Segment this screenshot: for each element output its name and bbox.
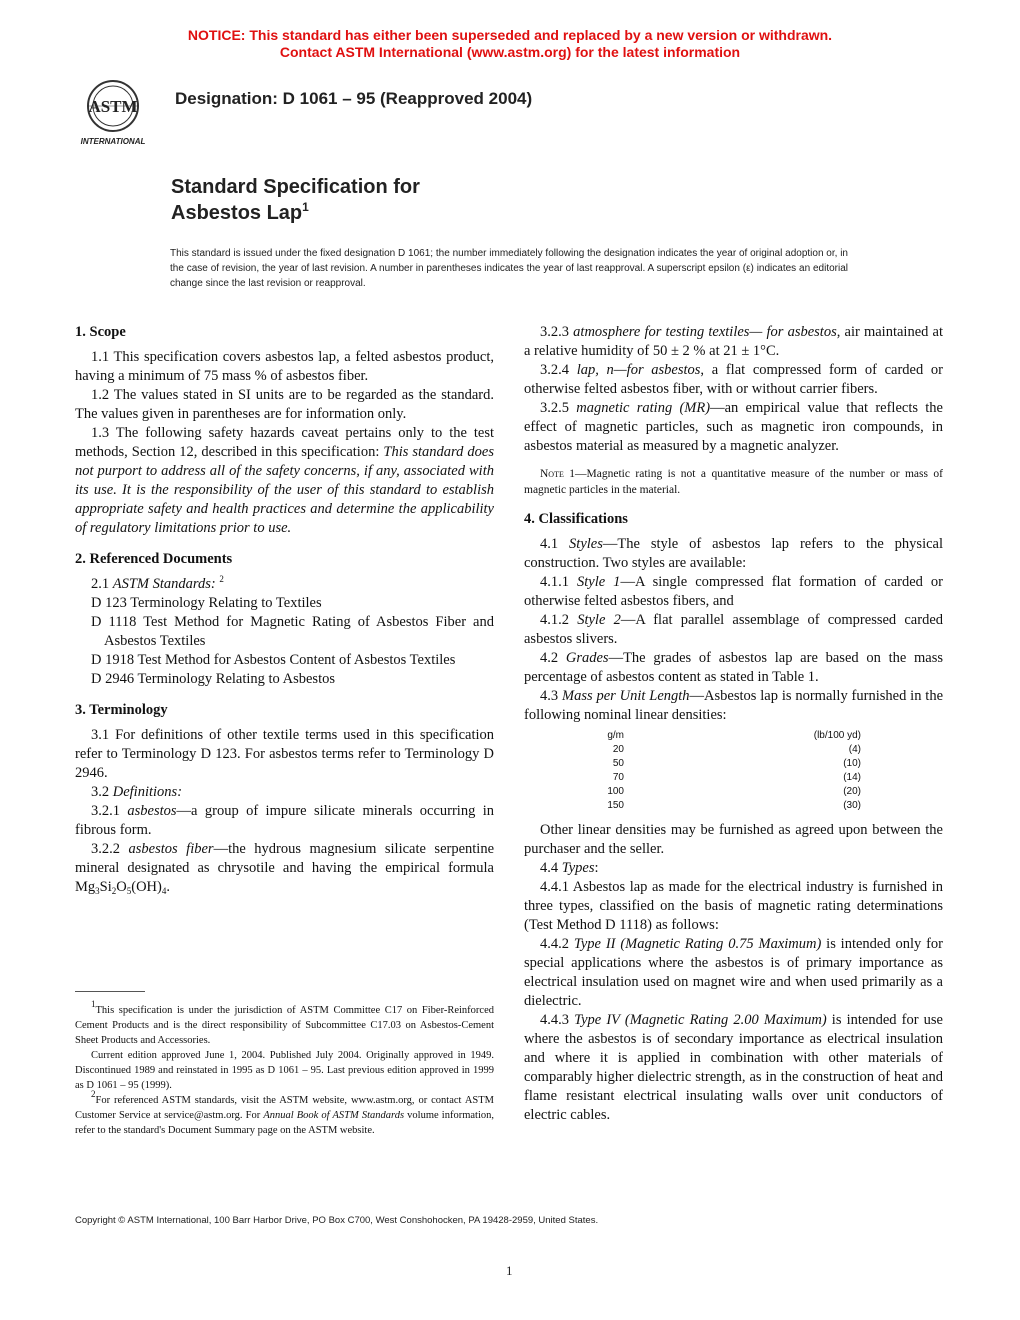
notice-banner	[0, 27, 1020, 61]
issuance-statement: This standard is issued under the fixed designation D 1061; the number immediately following the designation indicates the year of original adoption or, in the case of revision, the year of last revision. A number in parentheses indicates the year of last reapproval. A superscript epsilon (ε) indicates an editorial change since the last revision or reapproval.	[170, 248, 848, 289]
designation: Designation: D 1061 – 95 (Reapproved 2004)	[175, 89, 533, 108]
footnote-2-mark: 2	[91, 1089, 96, 1099]
term-asbestos-fiber: asbestos fiber	[128, 841, 214, 857]
para-4-2-text: —The grades of asbestos lap are based on the mass percentage of asbestos content as stated in Table 1.	[524, 650, 944, 685]
formula-part: (OH)	[131, 879, 162, 895]
logo-text: ASTM	[88, 97, 138, 116]
logo-subtext: INTERNATIONAL	[80, 137, 146, 146]
notice-line-2: Contact ASTM International (www.astm.org) for the latest information	[279, 44, 741, 60]
definition-lap: , a flat compressed form of carded or otherwise felted asbestos fiber, with or without carrier fibers.	[524, 362, 944, 397]
term-style-1: Style 1	[577, 574, 621, 590]
term-type-ii: Type II (Magnetic Rating 0.75 Maximum)	[573, 936, 822, 952]
title-footnote-mark: 1	[302, 200, 309, 214]
para-2-1	[75, 575, 494, 594]
para-4-4-3	[524, 1011, 943, 1125]
table-header-row	[524, 729, 943, 743]
para-1-2: 1.2 The values stated in SI units are to be regarded as the standard. The values given in parentheses are for information only.	[75, 387, 494, 422]
table-cell-lb: (14)	[843, 772, 861, 783]
ref-d2946: D 2946 Terminology Relating to Asbestos	[91, 671, 336, 687]
para-3-2-3-num: 3.2.3	[540, 324, 574, 340]
table-row	[524, 799, 943, 813]
page-number: 1	[506, 1263, 513, 1278]
notice-line-1: NOTICE: This standard has either been superseded and replaced by a new version or withdrawn.	[187, 27, 833, 43]
ref-d123: D 123 Terminology Relating to Textiles	[91, 595, 322, 611]
footnotes	[75, 999, 494, 1138]
definition-magnetic-rating: —an empirical value that reflects the effect of magnetic particles, such as magnetic iron compounds, in asbestos material as measured by a magnetic analyzer.	[524, 400, 943, 454]
para-4-1-1-text: —A single compressed flat formation of carded or otherwise felted asbestos fibers, and	[524, 574, 943, 609]
table-cell-gm: 150	[607, 800, 624, 811]
formula-sub: 3	[95, 886, 100, 896]
formula-sub: 2	[111, 886, 117, 896]
title-line-2: Asbestos Lap	[171, 202, 303, 224]
para-4-4-2	[524, 935, 943, 1011]
para-3-2-3	[524, 323, 943, 361]
term-types: Types	[561, 860, 595, 876]
para-3-2-num: 3.2	[91, 784, 113, 800]
term-type-iv: Type IV (Magnetic Rating 2.00 Maximum)	[574, 1012, 827, 1028]
term-mass-per-unit-length: Mass per Unit Length	[561, 688, 690, 704]
table-cell-gm: 20	[612, 744, 624, 755]
term-atmosphere: atmosphere for testing textiles— for asbestos	[573, 324, 837, 340]
ref-d1918: D 1918 Test Method for Asbestos Content of Asbestos Textiles	[91, 652, 456, 668]
para-4-3	[524, 687, 943, 725]
para-1-3	[75, 424, 494, 538]
ref-d1118: D 1118 Test Method for Magnetic Rating of Asbestos Fiber and Asbestos Textiles	[91, 614, 494, 649]
formula-sub: 4	[161, 886, 167, 896]
title-line-1: Standard Specification for	[171, 176, 420, 198]
footnote-divider	[75, 991, 145, 992]
para-4-2	[524, 649, 943, 687]
term-grades: Grades	[565, 650, 609, 666]
footnote-2	[75, 1089, 494, 1138]
term-magnetic-rating: magnetic rating (MR)	[576, 400, 711, 416]
footnote-2-text-end: volume information, refer to the standard's Document Summary page on the ASTM website.	[75, 1110, 494, 1136]
para-4-4-3-text: is intended for use where the asbestos is of secondary importance as electrical insulation and where it is applied in combination with other materials of comparably higher dielectric strength, as in the construction of heat and flame resistant electrical insulating walls over unit conductors of electric cables.	[524, 1012, 943, 1123]
definition-asbestos-fiber: —the hydrous magnesium silicate serpentine mineral designated as chrysotile and having the empirical formula Mg	[75, 841, 495, 895]
astm-logo	[64, 72, 162, 150]
para-4-2-num: 4.2	[540, 650, 566, 666]
section-heading-scope: 1. Scope	[75, 324, 126, 340]
para-4-4-text: :	[594, 860, 599, 876]
para-4-4-num: 4.4	[540, 860, 562, 876]
table-cell-lb: (4)	[848, 744, 861, 755]
table-header-gm: g/m	[607, 730, 624, 741]
para-4-4	[524, 859, 943, 878]
footnote-1-mark: 1	[91, 999, 96, 1009]
definition-asbestos: —a group of impure silicate minerals occurring in fibrous form.	[75, 803, 494, 838]
para-4-1-2	[524, 611, 943, 649]
para-1-3-text: 1.3 The following safety hazards caveat pertains only to the test methods, Section 12, described in this specification:	[75, 425, 494, 460]
note-1-text: —Magnetic rating is not a quantitative measure of the number or mass of magnetic particles in the material.	[524, 468, 943, 496]
formula-part: O	[116, 879, 127, 895]
table-row	[524, 771, 943, 785]
footnote-1	[75, 999, 494, 1048]
right-column	[524, 323, 943, 1125]
para-3-2-1	[75, 802, 494, 840]
definition-atmosphere: , air maintained at a relative humidity of 50 ± 2 % at 21 ± 1°C.	[524, 324, 944, 359]
table-cell-gm: 50	[612, 758, 624, 769]
para-4-4-3-num: 4.4.3	[540, 1012, 575, 1028]
section-heading-classifications: 4. Classifications	[524, 511, 628, 527]
para-3-2	[75, 783, 494, 802]
para-4-1-2-num: 4.1.2	[540, 612, 578, 628]
para-3-1: 3.1 For definitions of other textile terms used in this specification refer to Terminology D 123. For asbestos terms refer to Terminology D 2946.	[75, 727, 494, 781]
footnote-2-book: Annual Book of ASTM Standards	[263, 1110, 405, 1121]
para-3-2-4-num: 3.2.4	[540, 362, 577, 378]
para-1-3-caveat: This standard does not purport to address all of the safety concerns, if any, associated with its use. It is the responsibility of the user of this standard to establish appropriate safety and health practices and determine the applicability of regulatory limitations prior to use.	[75, 444, 494, 536]
para-2-1-num: 2.1	[91, 576, 113, 592]
table-header-lb: (lb/100 yd)	[813, 730, 861, 741]
note-1-label: Note 1	[540, 468, 576, 480]
term-asbestos: asbestos	[127, 803, 177, 819]
table-cell-lb: (10)	[843, 758, 861, 769]
para-other-densities: Other linear densities may be furnished as agreed upon between the purchaser and the seller.	[524, 822, 943, 857]
table-row	[524, 785, 943, 799]
para-3-2-2-num: 3.2.2	[91, 841, 129, 857]
para-4-4-2-num: 4.4.2	[540, 936, 574, 952]
left-column	[75, 323, 494, 897]
para-4-1-2-text: —A flat parallel assemblage of compressed carded asbestos slivers.	[524, 612, 944, 647]
term-styles: Styles	[569, 536, 603, 552]
para-2-1-title: ASTM Standards:	[112, 576, 216, 592]
footnote-ref-2: 2	[219, 574, 224, 584]
para-4-1-1	[524, 573, 943, 611]
section-heading-referenced-documents: 2. Referenced Documents	[75, 551, 233, 567]
para-3-2-4	[524, 361, 943, 399]
copyright-line: Copyright © ASTM International, 100 Barr Harbor Drive, PO Box C700, West Conshohocken, PA 19428-2959, United States.	[75, 1215, 599, 1226]
para-1-1: 1.1 This specification covers asbestos lap, a felted asbestos product, having a minimum of 75 mass % of asbestos fiber.	[75, 349, 494, 384]
para-3-2-2	[75, 840, 494, 897]
formula-sub: 5	[126, 886, 132, 896]
table-cell-gm: 70	[612, 772, 624, 783]
para-3-2-1-num: 3.2.1	[91, 803, 128, 819]
para-3-2-title: Definitions:	[112, 784, 183, 800]
footnote-2-text: For referenced ASTM standards, visit the ASTM website, www.astm.org, or contact ASTM Customer Service at service@astm.org. For	[75, 1095, 494, 1121]
para-4-3-text: —Asbestos lap is normally furnished in the following nominal linear densities:	[524, 688, 944, 723]
para-3-2-5-num: 3.2.5	[540, 400, 577, 416]
table-row	[524, 757, 943, 771]
footnote-1b: Current edition approved June 1, 2004. Published July 2004. Originally approved in 1949. Discontinued 1989 and reinstated in 1995 as D 1061 – 95. Last previous edition approved in 1999 as D 1061 – 95 (1999).	[75, 1050, 494, 1091]
page-title	[171, 174, 420, 226]
note-1	[524, 466, 943, 498]
footnote-1-text: This specification is under the jurisdiction of ASTM Committee C17 on Fiber-Reinforced Cement Products and is the direct responsibility of Subcommittee C17.03 on Asbestos-Cement Sheet Products and Accessories.	[75, 1005, 494, 1046]
para-4-3-num: 4.3	[540, 688, 562, 704]
para-4-1-1-num: 4.1.1	[540, 574, 577, 590]
term-style-2: Style 2	[577, 612, 621, 628]
term-lap: lap, n—for asbestos	[576, 362, 701, 378]
para-4-1-text: —The style of asbestos lap refers to the physical construction. Two styles are available:	[524, 536, 944, 571]
formula-part: Si	[99, 879, 112, 895]
para-3-2-5	[524, 399, 943, 456]
table-row	[524, 743, 943, 757]
para-4-4-2-text: is intended only for special applications where the asbestos is of primary importance as electrical insulation used on magnet wire and when used primarily as a dielectric.	[524, 936, 943, 1009]
para-4-4-1: 4.4.1 Asbestos lap as made for the electrical industry is furnished in three types, classified on the basis of magnetic rating determinations (Test Method D 1118) as follows:	[524, 879, 943, 933]
formula-end: .	[166, 879, 170, 895]
para-4-1-num: 4.1	[540, 536, 570, 552]
para-4-1	[524, 535, 943, 573]
table-cell-lb: (20)	[843, 786, 861, 797]
section-heading-terminology: 3. Terminology	[75, 702, 168, 718]
table-cell-gm: 100	[607, 786, 624, 797]
table-cell-lb: (30)	[843, 800, 861, 811]
linear-density-table	[524, 729, 943, 813]
